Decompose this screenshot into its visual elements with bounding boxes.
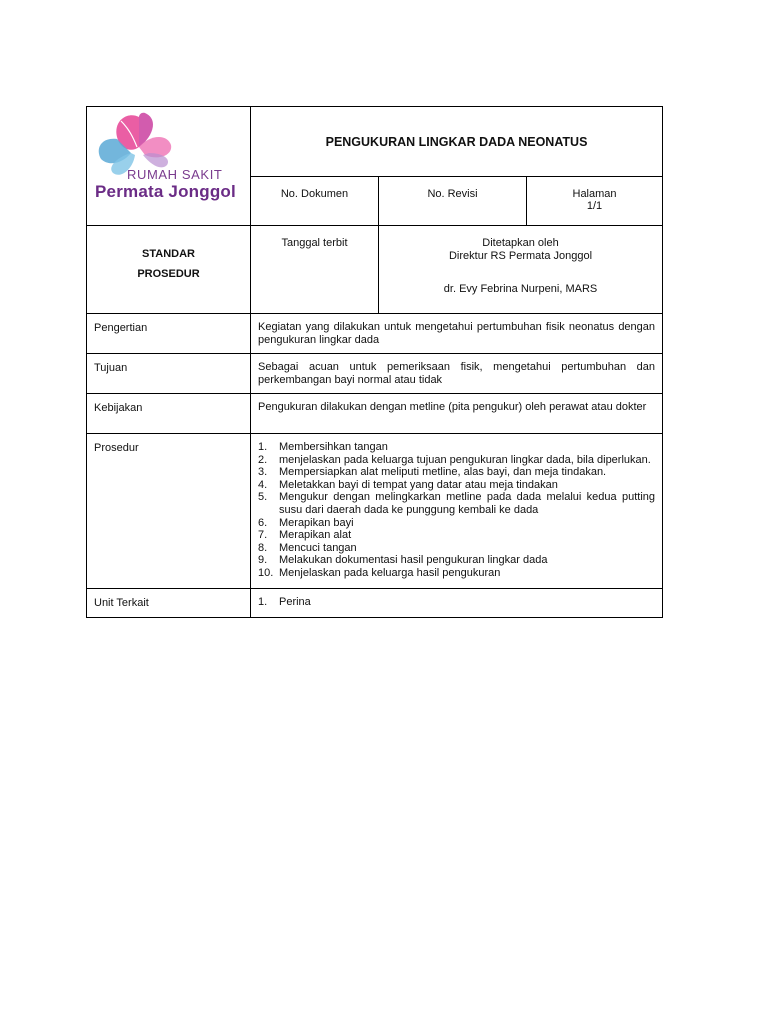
- signatory-name: dr. Evy Febrina Nurpeni, MARS: [443, 283, 598, 295]
- list-item: 6. Merapikan bayi: [258, 516, 354, 529]
- kebijakan-label: Kebijakan: [87, 394, 251, 434]
- ditetapkan-line1: Ditetapkan oleh: [482, 237, 559, 249]
- kebijakan-text: Pengukuran dilakukan dengan metline (pita pengukur) oleh perawat atau dokter: [251, 394, 663, 434]
- no-revisi-label: No. Revisi: [427, 188, 478, 201]
- no-revisi-cell: [379, 177, 527, 226]
- sop-table: [86, 106, 663, 618]
- list-item: 9. Melakukan dokumentasi hasil pengukuran lingkar dada: [258, 554, 548, 567]
- standar-label: STANDAR: [142, 248, 195, 260]
- list-item: 3. Mempersiapkan alat meliputi metline, alas bayi, dan meja tindakan.: [258, 466, 607, 479]
- document-title: PENGUKURAN LINGKAR DADA NEONATUS: [251, 107, 663, 177]
- halaman-label: Halaman: [572, 188, 617, 201]
- list-item: 1. Perina: [258, 595, 311, 608]
- standar-prosedur-cell: [87, 226, 251, 314]
- logo-cell: [87, 107, 251, 226]
- halaman-value: 1/1: [586, 200, 603, 213]
- pengertian-text: Kegiatan yang dilakukan untuk mengetahui pertumbuhan fisik neonatus dengan pengukuran lingkar dada: [251, 314, 663, 354]
- ditetapkan-line2: Direktur RS Permata Jonggol: [448, 250, 593, 262]
- tujuan-label: Tujuan: [87, 354, 251, 394]
- list-item: 2. menjelaskan pada keluarga tujuan pengukuran lingkar dada, bila diperlukan.: [258, 453, 651, 466]
- no-dokumen-cell: [251, 177, 379, 226]
- list-item: 10. Menjelaskan pada keluarga hasil pengukuran: [258, 566, 501, 579]
- tujuan-text: Sebagai acuan untuk pemeriksaan fisik, mengetahui pertumbuhan dan perkembangan bayi normal atau tidak: [251, 354, 663, 394]
- no-dokumen-label: No. Dokumen: [280, 188, 349, 201]
- unit-terkait-cell: [251, 588, 663, 617]
- prosedur-steps-list: [258, 441, 655, 580]
- list-item: 5. Mengukur dengan melingkarkan metline pada dada melalui kedua putting susu dari daerah dada ke punggung kembali ke dada: [258, 491, 656, 516]
- logo-line-permata-jonggol: Permata Jonggol: [95, 182, 236, 201]
- prosedur-steps-cell: [251, 434, 663, 589]
- list-item: 1. Membersihkan tangan: [258, 441, 388, 453]
- sop-document: [86, 106, 662, 618]
- unit-terkait-label: Unit Terkait: [87, 588, 251, 617]
- list-item: 7. Merapikan alat: [258, 529, 352, 542]
- butterfly-logo-icon: [87, 107, 249, 225]
- hospital-logo: [87, 107, 249, 225]
- halaman-cell: [527, 177, 663, 226]
- tanggal-terbit-cell: [251, 226, 379, 314]
- logo-line-rumah-sakit: RUMAH SAKIT: [127, 167, 223, 182]
- list-item: 4. Meletakkan bayi di tempat yang datar atau meja tindakan: [258, 478, 558, 491]
- tanggal-terbit-label: Tanggal terbit: [281, 237, 348, 249]
- pengertian-label: Pengertian: [87, 314, 251, 354]
- unit-terkait-list: [258, 596, 655, 609]
- list-item: 8. Mencuci tangan: [258, 541, 357, 554]
- ditetapkan-cell: [379, 226, 663, 314]
- prosedur-label-cell: Prosedur: [87, 434, 251, 589]
- prosedur-label: PROSEDUR: [137, 268, 200, 280]
